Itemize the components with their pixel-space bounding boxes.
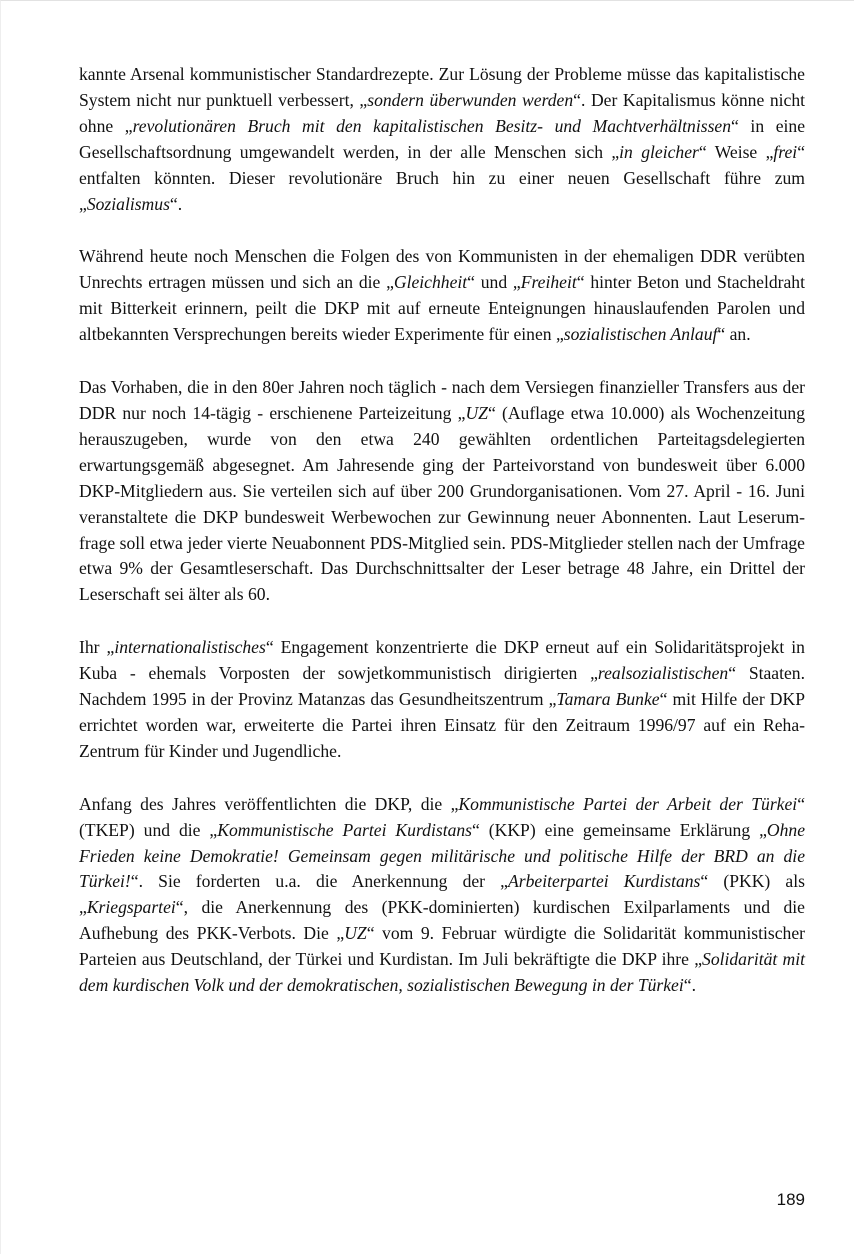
text-run: Anfang des Jahres veröffentlichten die DKP, die „ (79, 793, 459, 814)
italic-run: realsozialistischen (597, 663, 729, 684)
italic-run: UZ (465, 402, 488, 423)
italic-run: sondern überwunden werden (367, 89, 574, 110)
text-run: “ hinter Beton und Stacheldraht mit Bitterkeit erinnern, peilt die DKP mit auf erneute Enteignungen hinauslaufenden Parolen und altbekannten Versprechungen bereits wieder Experimente für einen „ (79, 272, 805, 345)
text-run: “ entfalten könnten. Dieser revolutionäre Bruch hin zu einer neuen Gesellschaft führe zum „ (79, 141, 805, 214)
italic-run: Kriegspartei (86, 897, 176, 918)
text-run: “ und „ (467, 272, 521, 293)
text-run: Ihr „ (79, 637, 115, 658)
paragraph-4 (79, 635, 805, 765)
text-run: “. Sie forderten u.a. die Anerkennung der „ (130, 871, 508, 892)
text-run: “. Der Kapitalismus könne nicht ohne „ (79, 89, 806, 136)
italic-run: Sozialismus (86, 193, 170, 214)
italic-run: Arbeiterpartei Kurdistans (508, 871, 701, 892)
text-run: “ mit Hilfe der DKP errichtet worden war, erweiterte die Partei ihren Einsatz für den Zeitraum 1996/97 auf ein Reha-Zentrum für Kinder und Jugendliche. (79, 689, 805, 761)
italic-run: Kommunistische Partei Kurdistans (217, 819, 473, 840)
paragraph-1 (79, 62, 805, 217)
italic-run: Solidarität mit dem kurdischen Volk und der demokratischen, sozialistischen Bewegung in der Türkei (79, 949, 805, 996)
italic-run: frei (773, 141, 798, 162)
text-run: “. (169, 193, 183, 214)
text-run: kannte Arsenal kommunistischer Standardrezepte. Zur Lösung der Probleme müsse das kapitalistische System nicht nur punktuell verbessert, „ (79, 64, 805, 110)
text-run: “ an. (717, 324, 751, 345)
italic-run: UZ (344, 923, 367, 944)
paragraph-3 (79, 375, 805, 608)
body-text (79, 62, 805, 1026)
paragraph-5 (79, 792, 805, 999)
text-run: “, die Anerkennung des (PKK-dominierten) kurdischen Exilparlaments und die Aufhebung des PKK-Verbots. Die „ (79, 897, 805, 944)
text-run: “ vom 9. Februar würdigte die Solidarität kommunistischer Parteien aus Deutschland, der Türkei und Kurdistan. Im Juli bekräftigte die DKP ihre „ (79, 923, 805, 970)
page-number: 189 (776, 1190, 805, 1209)
text-run: “ (KKP) eine gemeinsame Erklärung „ (472, 819, 767, 840)
text-run: “ Staaten. Nachdem 1995 in der Provinz Matanzas das Gesundheitszentrum „ (79, 663, 806, 710)
italic-run: sozialistischen Anlauf (563, 324, 718, 345)
italic-run: Gleichheit (393, 272, 468, 293)
text-run: Während heute noch Menschen die Folgen des von Kommunisten in der ehemaligen DDR verübten Unrechts ertragen müssen und sich an die „ (79, 246, 805, 293)
text-run: “ (PKK) als „ (79, 871, 805, 918)
italic-run: Tamara Bunke (556, 689, 660, 710)
text-run: “ (TKEP) und die „ (79, 793, 805, 840)
italic-run: Ohne Frieden keine Demokratie! Gemeinsam gegen militärische und politische Hilfe der BRD an die Türkei! (79, 819, 806, 892)
italic-run: Kommunistische Partei der Arbeit der Türkei (458, 793, 798, 814)
text-run: “. (683, 975, 696, 996)
italic-run: Freiheit (520, 272, 577, 293)
italic-run: internationalistisches (114, 637, 266, 658)
italic-run: in gleicher (619, 141, 699, 162)
text-run: “ Weise „ (698, 141, 774, 162)
italic-run: revolutionären Bruch mit den kapitalistischen Besitz- und Machtverhältnissen (132, 115, 732, 136)
text-run: “ in eine Gesellschaftsordnung umgewandelt werden, in der alle Menschen sich „ (79, 115, 806, 162)
text-run: Das Vorhaben, die in den 80er Jahren noch täglich - nach dem Versiegen finanzieller Transfers aus der DDR nur noch 14-tägig - erschienene Parteizeitung „ (79, 377, 805, 423)
text-run: “ Engagement konzentrierte die DKP erneut auf ein Solidaritätsprojekt in Kuba - ehemals Vorposten der sowjetkommunistisch dirigierten „ (79, 637, 805, 684)
paragraph-2 (79, 244, 805, 348)
text-run: “ (Auflage etwa 10.000) als Wochenzeitung herauszugeben, wurde von den etwa 240 gewählten ordentlichen Parteitagsdelegierten erwartungsgemäß abgesegnet. Am Jahresende ging der Parteivorstand von bundesweit über 6.000 DKP-Mitgliedern aus. Sie verteilen sich auf über 200 Grundorganisationen. Vom 27. April - 16. Juni veranstaltete die DKP bundesweit Werbewochen zur Gewinnung neuer Abonnenten. Laut Leserumfrage soll etwa jeder vierte Neuabonnent PDS-Mitglied sein. PDS-Mitglieder stellen nach der Umfrage etwa 9% der Gesamtleserschaft. Das Durchschnittsalter der Leser betrage 48 Jahre, ein Drittel der Leserschaft sei älter als 60. (79, 402, 805, 605)
